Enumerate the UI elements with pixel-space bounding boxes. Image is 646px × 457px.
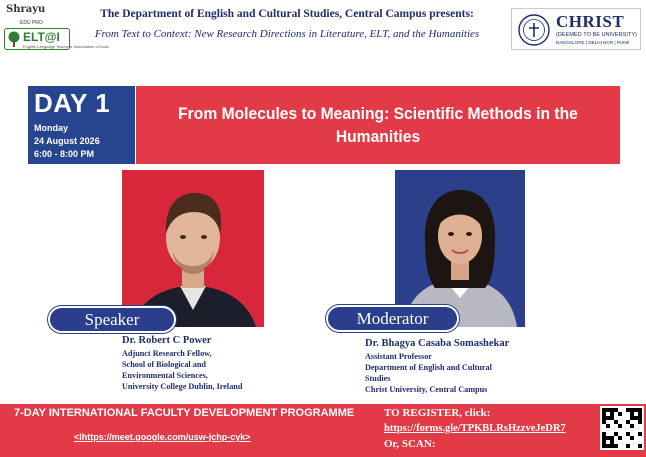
moderator-affiliation-line: Studies [365, 374, 391, 383]
session-title-banner [136, 86, 620, 164]
moderator-photo [395, 170, 525, 327]
speaker-affiliation-line: Adjunct Research Fellow, [122, 349, 212, 358]
session-date: 24 August 2026 [34, 136, 100, 146]
moderator-affiliation-line: Department of English and Cultural [365, 363, 492, 372]
qr-code[interactable] [600, 406, 644, 450]
speaker-info [122, 335, 282, 392]
moderator-info [365, 338, 605, 395]
speaker-photo [122, 170, 264, 327]
christ-university-logo [511, 8, 641, 50]
university-seal-icon [518, 14, 550, 46]
speaker-affiliation-line: University College Dublin, Ireland [122, 382, 243, 391]
shrayu-logo [6, 4, 64, 28]
scan-label: Or, SCAN: [384, 438, 436, 450]
session-weekday: Monday [34, 123, 69, 133]
speaker-affiliation-line: School of Biological and [122, 360, 206, 369]
day-box [28, 86, 135, 164]
day-label: DAY 1 [34, 88, 111, 118]
christ-logo-cities: BANGALORE | DELHI NCR | PUNE [556, 40, 630, 45]
moderator-name: Dr. Bhagya Casaba Somashekar [365, 338, 510, 349]
moderator-role-badge: Moderator [326, 305, 459, 332]
christ-logo-name: CHRIST [556, 12, 625, 31]
speaker-role-badge: Speaker [48, 306, 176, 333]
christ-logo-deemed: (DEEMED TO BE UNIVERSITY) [556, 32, 637, 38]
meet-link[interactable]: <lhttps://meet.google.com/usw-jchp-cyk> [74, 432, 251, 442]
session-time: 6:00 - 8:00 PM [34, 149, 95, 159]
speaker-affiliation-line: Environmental Sciences, [122, 371, 208, 380]
eltai-logo-name: ELT@I [23, 30, 60, 44]
shrayu-logo-name: Shrayu [6, 4, 46, 15]
eltai-logo [4, 28, 109, 50]
speaker-name: Dr. Robert C Power [122, 335, 212, 346]
registration-form-link[interactable]: https://forms.gle/TPKBLRsHzzveJeDR7 [384, 423, 566, 434]
eltai-logo-tagline: English Language Teachers' Association of India [23, 44, 109, 49]
tree-icon [7, 31, 21, 47]
presenter-line: The Department of English and Cultural Studies, Central Campus presents: [100, 8, 474, 20]
programme-title: 7-DAY INTERNATIONAL FACULTY DEVELOPMENT PROGRAMME [14, 407, 355, 419]
shrayu-logo-sub: EDU PRO [20, 20, 43, 26]
register-label: TO REGISTER, click: [384, 407, 491, 419]
session-title: From Molecules to Meaning: Scientific Methods in the Humanities [178, 104, 578, 146]
qr-code-pattern [602, 408, 642, 448]
programme-theme: From Text to Context: New Research Directions in Literature, ELT, and the Humanities [94, 28, 480, 40]
footer-banner [0, 404, 646, 457]
moderator-affiliation-line: Christ University, Central Campus [365, 385, 488, 394]
moderator-affiliation-line: Assistant Professor [365, 352, 432, 361]
